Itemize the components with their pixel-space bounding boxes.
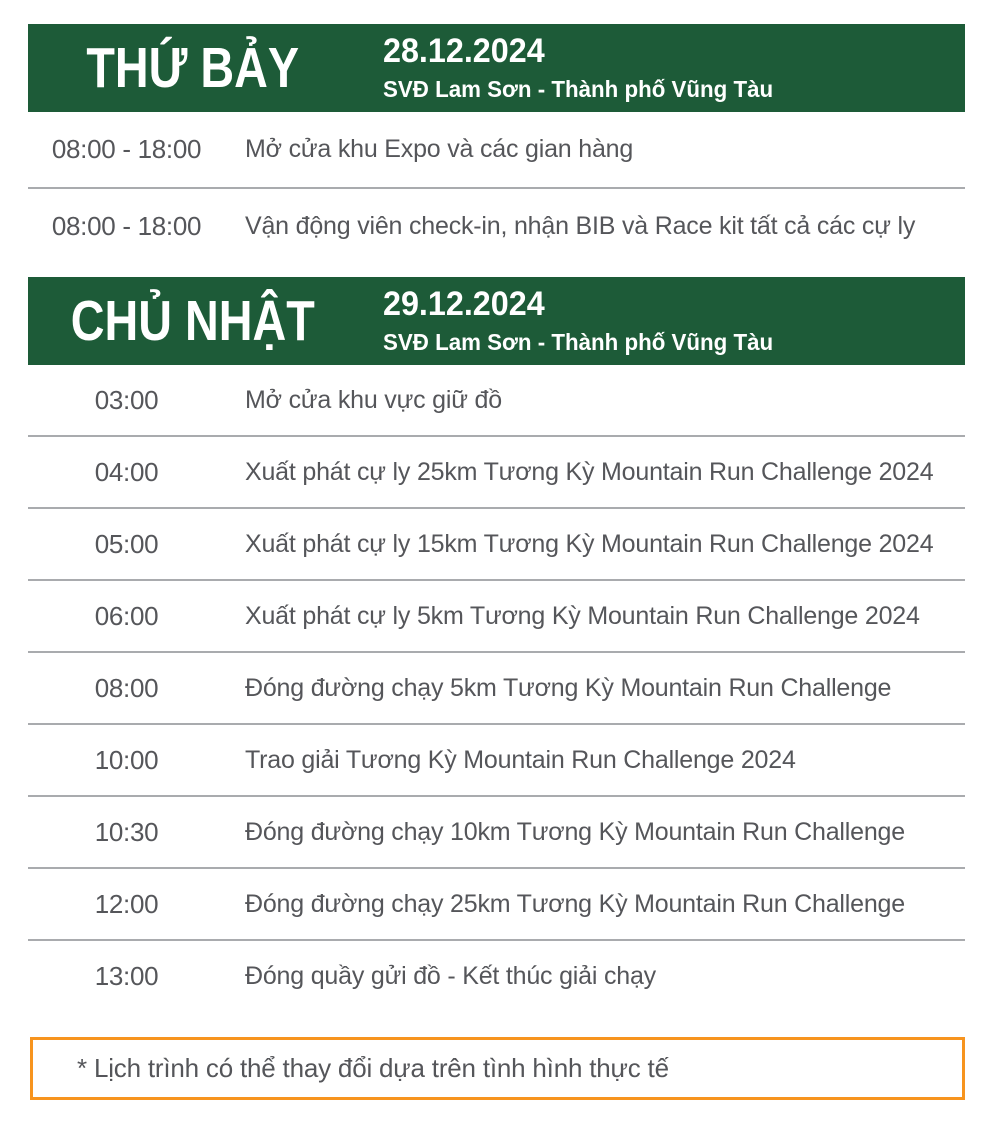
row-activity: Đóng đường chạy 10km Tương Kỳ Mountain Run Challenge <box>245 817 905 846</box>
schedule-row <box>28 365 965 435</box>
section-saturday <box>0 24 1000 264</box>
row-time: 12:00 <box>94 888 159 919</box>
row-time: 10:30 <box>94 816 159 847</box>
row-activity: Mở cửa khu Expo và các gian hàng <box>245 135 634 163</box>
schedule-row <box>28 725 965 795</box>
row-time: 06:00 <box>94 600 159 631</box>
header-venue: SVĐ Lam Sơn - Thành phố Vũng Tàu <box>383 76 774 103</box>
day-name: CHỦ NHẬT <box>70 288 316 353</box>
row-activity: Mở cửa khu vực giữ đồ <box>245 385 502 414</box>
schedule-row <box>28 112 965 187</box>
header-date: 29.12.2024 <box>383 284 545 323</box>
header-date: 28.12.2024 <box>383 31 545 70</box>
sunday-schedule-rows <box>28 365 965 1011</box>
schedule-row <box>28 189 965 264</box>
row-activity: Vận động viên check-in, nhận BIB và Race kit tất cả các cự ly <box>245 212 916 240</box>
day-name-column <box>28 288 358 353</box>
day-meta-column <box>358 286 785 356</box>
schedule-row <box>28 653 965 723</box>
row-activity: Xuất phát cự ly 25km Tương Kỳ Mountain Run Challenge 2024 <box>245 457 934 486</box>
section-sunday <box>0 277 1000 1011</box>
note-text: * Lịch trình có thể thay đổi dựa trên tình hình thực tế <box>77 1053 669 1083</box>
row-time: 08:00 - 18:00 <box>51 211 202 241</box>
day-name: THỨ BẢY <box>86 35 300 100</box>
header-venue: SVĐ Lam Sơn - Thành phố Vũng Tàu <box>383 329 774 356</box>
saturday-header-bar <box>28 24 965 112</box>
schedule-row <box>28 869 965 939</box>
row-activity: Trao giải Tương Kỳ Mountain Run Challenge 2024 <box>245 745 796 774</box>
row-time: 08:00 - 18:00 <box>51 134 202 164</box>
schedule-row <box>28 941 965 1011</box>
schedule-row <box>28 581 965 651</box>
row-time: 04:00 <box>94 456 159 487</box>
row-time: 08:00 <box>94 672 159 703</box>
note-box <box>30 1037 965 1100</box>
schedule-row <box>28 797 965 867</box>
sunday-header-bar <box>28 277 965 365</box>
schedule-row <box>28 509 965 579</box>
day-name-column <box>28 35 358 100</box>
day-meta-column <box>358 33 785 103</box>
schedule-row <box>28 437 965 507</box>
row-time: 05:00 <box>94 528 159 559</box>
row-time: 13:00 <box>94 960 159 991</box>
row-activity: Đóng quầy gửi đồ - Kết thúc giải chạy <box>245 961 656 990</box>
row-activity: Đóng đường chạy 25km Tương Kỳ Mountain Run Challenge <box>245 889 905 918</box>
row-activity: Đóng đường chạy 5km Tương Kỳ Mountain Run Challenge <box>245 673 892 702</box>
row-time: 10:00 <box>94 744 159 775</box>
row-activity: Xuất phát cự ly 5km Tương Kỳ Mountain Run Challenge 2024 <box>245 601 920 630</box>
saturday-schedule-rows <box>28 112 965 264</box>
row-activity: Xuất phát cự ly 15km Tương Kỳ Mountain Run Challenge 2024 <box>245 529 934 558</box>
row-time: 03:00 <box>94 384 159 415</box>
